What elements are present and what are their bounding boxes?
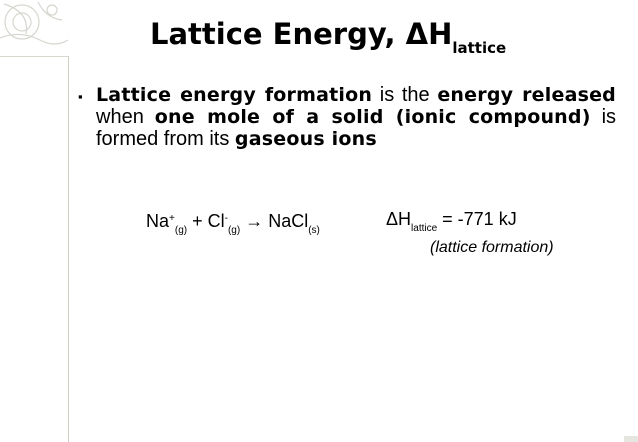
definition-term: Lattice energy formation [96,84,373,106]
definition-text-3: is formed from its [96,106,617,150]
enthalpy-subscript: lattice [411,223,438,234]
product-state: (s) [308,225,320,236]
chloride-state: (g) [227,225,241,236]
bullet-marker-icon: ▪ [78,89,83,104]
corner-mark [624,436,638,442]
sodium-symbol: Na [146,211,170,231]
definition-paragraph [96,84,616,150]
reaction-equation [146,206,416,244]
ornament-horizontal-rule [0,56,68,57]
definition-key-3: gaseous ions [234,128,377,150]
reaction-arrow: → [240,211,269,231]
definition-key-1: energy released [437,84,616,106]
definition-key-2: one mole of a solid (ionic compound) [154,106,591,128]
slide-title [150,14,610,68]
title-main: Lattice Energy, ΔH [150,17,453,51]
plus-sign: + [187,211,208,231]
definition-text-1: is the [372,84,438,106]
definition-text-2: when [96,106,155,128]
ornament-vertical-rule [68,56,69,442]
enthalpy-symbol: ΔH [386,209,412,229]
product-symbol: NaCl [268,211,309,231]
corner-ornament-icon [0,0,74,60]
chloride-symbol: Cl [207,211,225,231]
sodium-charge: + [169,213,175,224]
title-subscript: lattice [452,39,507,57]
enthalpy-amount: = -771 kJ [437,209,517,229]
sodium-state: (g) [174,225,188,236]
chloride-charge: - [224,213,228,224]
lattice-formation-note: (lattice formation) [430,239,554,256]
